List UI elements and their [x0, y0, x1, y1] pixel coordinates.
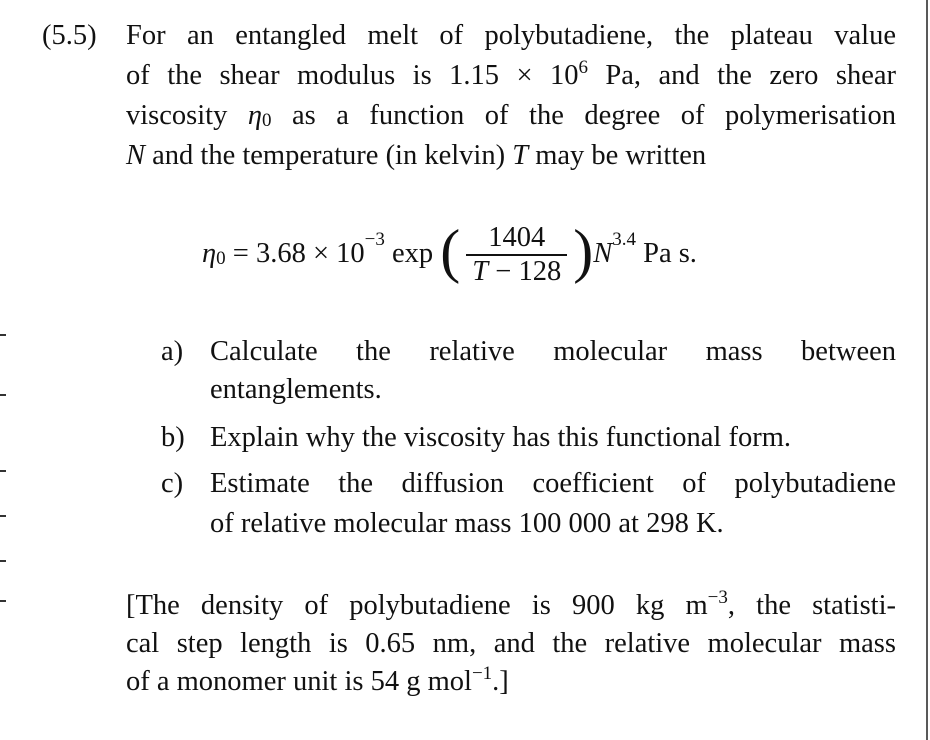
margin-mark — [0, 560, 6, 562]
intro-line-3: viscosity η0 as a function of the degree of polymerisation — [126, 100, 896, 131]
intro-line-4: N and the temperature (in kelvin) T may be written — [126, 140, 707, 171]
margin-mark — [0, 394, 6, 396]
part-b-line-1: Explain why the viscosity has this functional form. — [210, 422, 791, 453]
viscosity-equation: $\eta 0 = 3.68 \times 10^{-3}$ exp ( $\frac{1404}{T - 128}$ )$N^{3.4}$ Pa s. — [202, 218, 697, 288]
margin-mark — [0, 600, 6, 602]
part-c-line-2: of relative molecular mass 100 000 at 298 K. — [210, 508, 724, 539]
margin-mark — [0, 470, 6, 472]
margin-mark — [0, 334, 6, 336]
note-line-1: [The density of polybutadiene is 900 kg $m^{-3}$, the statisti- — [126, 587, 897, 621]
note-line-3: of a monomer unit is 54 g mol$^{-1}$.] — [126, 663, 509, 697]
part-b-label: b) — [161, 422, 185, 453]
close-paren: ) — [573, 218, 594, 285]
intro-line-1: For an entangled melt of polybutadiene, the plateau value — [126, 20, 896, 51]
part-c-label: c) — [161, 468, 184, 499]
part-a-line-2: entanglements. — [210, 374, 382, 405]
fraction: $\frac{1404}{T - 128}$ — [466, 222, 567, 288]
part-a-label: a) — [161, 336, 184, 367]
intro-line-2: of the shear modulus is $1.15 \times 10^6$ Pa, and the zero shear — [126, 57, 897, 91]
margin-mark — [0, 515, 6, 517]
problem-number: (5.5) — [42, 20, 97, 51]
note-line-2: cal step length is 0.65 nm, and the relative molecular mass — [126, 628, 896, 659]
open-paren: ( — [440, 218, 461, 285]
part-c-line-1: Estimate the diffusion coefficient of polybutadiene — [210, 468, 896, 499]
part-a-line-1: Calculate the relative molecular mass between — [210, 336, 896, 367]
page-edge-rule — [926, 0, 928, 740]
